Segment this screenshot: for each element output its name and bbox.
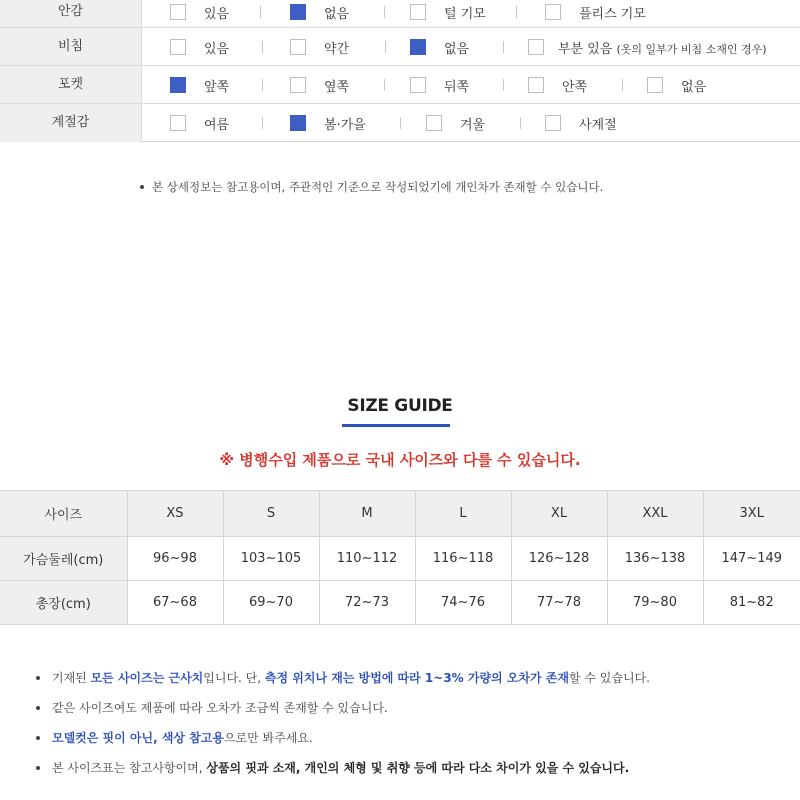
- checkbox-option[interactable]: [528, 66, 587, 104]
- option-label: 없음: [681, 79, 707, 95]
- option-label: 없음: [324, 6, 350, 22]
- checkbox[interactable]: [410, 39, 426, 55]
- checkbox[interactable]: [290, 115, 306, 131]
- checkbox[interactable]: [410, 77, 426, 93]
- option-label: 약간: [324, 41, 350, 57]
- checkbox[interactable]: [426, 115, 442, 131]
- note-text: 같은 사이즈여도 제품에 따라 오차가 조금씩 존재할 수 있습니다.: [52, 701, 388, 715]
- list-item: [36, 729, 796, 759]
- separator: [260, 6, 261, 18]
- list-item: [36, 669, 796, 699]
- separator: [503, 79, 504, 91]
- option-label: 없음: [444, 41, 470, 57]
- table-cell: 69~70: [223, 581, 319, 625]
- header-cell: S: [223, 491, 319, 537]
- row-header-cell: 총장(cm): [0, 581, 127, 625]
- checkbox[interactable]: [170, 4, 186, 20]
- option-label: [558, 38, 767, 57]
- checkbox[interactable]: [290, 4, 306, 20]
- detail-disclaimer-text: 본 상세정보는 참고용이며, 주관적인 기준으로 작성되었기에 개인차가 존재할 수 있습니다.: [152, 180, 604, 194]
- size-guide-title: SIZE GUIDE: [347, 396, 453, 416]
- table-cell: 72~73: [319, 581, 415, 625]
- checkbox-option[interactable]: [410, 28, 469, 66]
- option-label: 봄·가을: [324, 117, 366, 133]
- note-highlight: 측정 위치나 재는 방법에 따라 1~3% 가량의 오차가 존재: [264, 671, 569, 685]
- separator: [262, 117, 263, 129]
- header-cell: 사이즈: [0, 491, 127, 537]
- separator: [622, 79, 623, 91]
- table-row: [0, 581, 800, 625]
- option-label-main: 부분 있음: [558, 41, 613, 57]
- header-cell: L: [415, 491, 511, 537]
- table-cell: 126~128: [511, 537, 607, 581]
- option-label: 겨울: [460, 117, 486, 133]
- checkbox-option[interactable]: [170, 28, 229, 66]
- row-header-cell: 가슴둘레(cm): [0, 537, 127, 581]
- option-label: 옆쪽: [324, 79, 350, 95]
- table-cell: 116~118: [415, 537, 511, 581]
- option-label-sub: (옷의 일부가 비침 소재인 경우): [616, 42, 767, 56]
- separator: [503, 41, 504, 53]
- option-label: 뒤쪽: [444, 79, 470, 95]
- product-attribute-table: [0, 0, 800, 142]
- attr-row-season: [0, 103, 800, 141]
- checkbox-option[interactable]: [170, 0, 229, 24]
- checkbox-option[interactable]: [170, 66, 229, 104]
- option-label: 있음: [204, 41, 230, 57]
- option-label: 안쪽: [562, 79, 588, 95]
- checkbox-option[interactable]: [545, 104, 617, 142]
- separator: [262, 79, 263, 91]
- table-cell: 147~149: [703, 537, 800, 581]
- option-label: 있음: [204, 6, 230, 22]
- attr-label: 계절감: [0, 104, 142, 142]
- checkbox-option[interactable]: [170, 104, 229, 142]
- option-label: 여름: [204, 117, 230, 133]
- checkbox[interactable]: [528, 77, 544, 93]
- separator: [384, 6, 385, 18]
- checkbox-option[interactable]: [545, 0, 646, 24]
- table-cell: 77~78: [511, 581, 607, 625]
- table-cell: 96~98: [127, 537, 223, 581]
- note-highlight: 모든 사이즈는 근사치: [90, 671, 204, 685]
- checkbox-option[interactable]: [426, 104, 485, 142]
- option-label: 플리스 기모: [579, 6, 646, 22]
- checkbox-option[interactable]: [647, 66, 706, 104]
- attr-label: 안감: [0, 0, 142, 27]
- note-text: 입니다. 단,: [203, 671, 265, 685]
- checkbox-option[interactable]: [528, 28, 767, 66]
- bullet-dot: [140, 185, 144, 189]
- header-cell: 3XL: [703, 491, 800, 537]
- checkbox[interactable]: [290, 39, 306, 55]
- table-row: [0, 537, 800, 581]
- list-item: [36, 699, 796, 729]
- list-item: [36, 759, 796, 789]
- separator: [520, 117, 521, 129]
- note-text: 으로만 봐주세요.: [223, 731, 313, 745]
- checkbox[interactable]: [545, 4, 561, 20]
- separator: [516, 6, 517, 18]
- header-cell: XS: [127, 491, 223, 537]
- table-cell: 79~80: [607, 581, 703, 625]
- attr-row-sheerness: [0, 27, 800, 65]
- checkbox-option[interactable]: [290, 66, 349, 104]
- checkbox-option[interactable]: [290, 28, 349, 66]
- checkbox[interactable]: [170, 77, 186, 93]
- size-guide-warning: ※ 병행수입 제품으로 국내 사이즈와 다를 수 있습니다.: [219, 451, 581, 469]
- separator: [384, 79, 385, 91]
- checkbox[interactable]: [170, 39, 186, 55]
- option-label: 앞쪽: [204, 79, 230, 95]
- checkbox[interactable]: [545, 115, 561, 131]
- option-label: 털 기모: [444, 6, 486, 22]
- table-cell: 67~68: [127, 581, 223, 625]
- note-text: 할 수 있습니다.: [568, 671, 650, 685]
- note-text: 본 사이즈표는 참고사항이며,: [52, 761, 207, 775]
- separator: [400, 117, 401, 129]
- option-label: 사계절: [579, 117, 617, 133]
- separator: [262, 41, 263, 53]
- note-text: 기재된: [52, 671, 91, 685]
- attr-label: 비침: [0, 28, 142, 66]
- table-cell: 81~82: [703, 581, 800, 625]
- header-cell: XXL: [607, 491, 703, 537]
- checkbox[interactable]: [170, 115, 186, 131]
- checkbox[interactable]: [410, 4, 426, 20]
- table-cell: 103~105: [223, 537, 319, 581]
- header-cell: M: [319, 491, 415, 537]
- size-notes-list: [36, 669, 796, 789]
- header-cell: XL: [511, 491, 607, 537]
- attr-label: 포켓: [0, 66, 142, 104]
- checkbox[interactable]: [528, 39, 544, 55]
- checkbox-option[interactable]: [410, 66, 469, 104]
- checkbox-option[interactable]: [290, 104, 366, 142]
- size-guide-underline: [342, 424, 450, 427]
- size-table-header-row: [0, 491, 800, 537]
- size-table: [0, 490, 800, 625]
- detail-disclaimer: [140, 179, 603, 195]
- checkbox-option[interactable]: [410, 0, 486, 24]
- table-cell: 110~112: [319, 537, 415, 581]
- table-cell: 74~76: [415, 581, 511, 625]
- checkbox[interactable]: [647, 77, 663, 93]
- note-emphasis: 상품의 핏과 소재, 개인의 체형 및 취향 등에 따라 다소 차이가 있을 수 있습니다.: [206, 761, 630, 775]
- checkbox[interactable]: [290, 77, 306, 93]
- attr-row-lining: [0, 0, 800, 27]
- attr-row-pocket: [0, 65, 800, 103]
- table-cell: 136~138: [607, 537, 703, 581]
- note-highlight: 모델컷은 핏이 아닌, 색상 참고용: [52, 731, 224, 745]
- checkbox-option[interactable]: [290, 0, 349, 24]
- separator: [385, 41, 386, 53]
